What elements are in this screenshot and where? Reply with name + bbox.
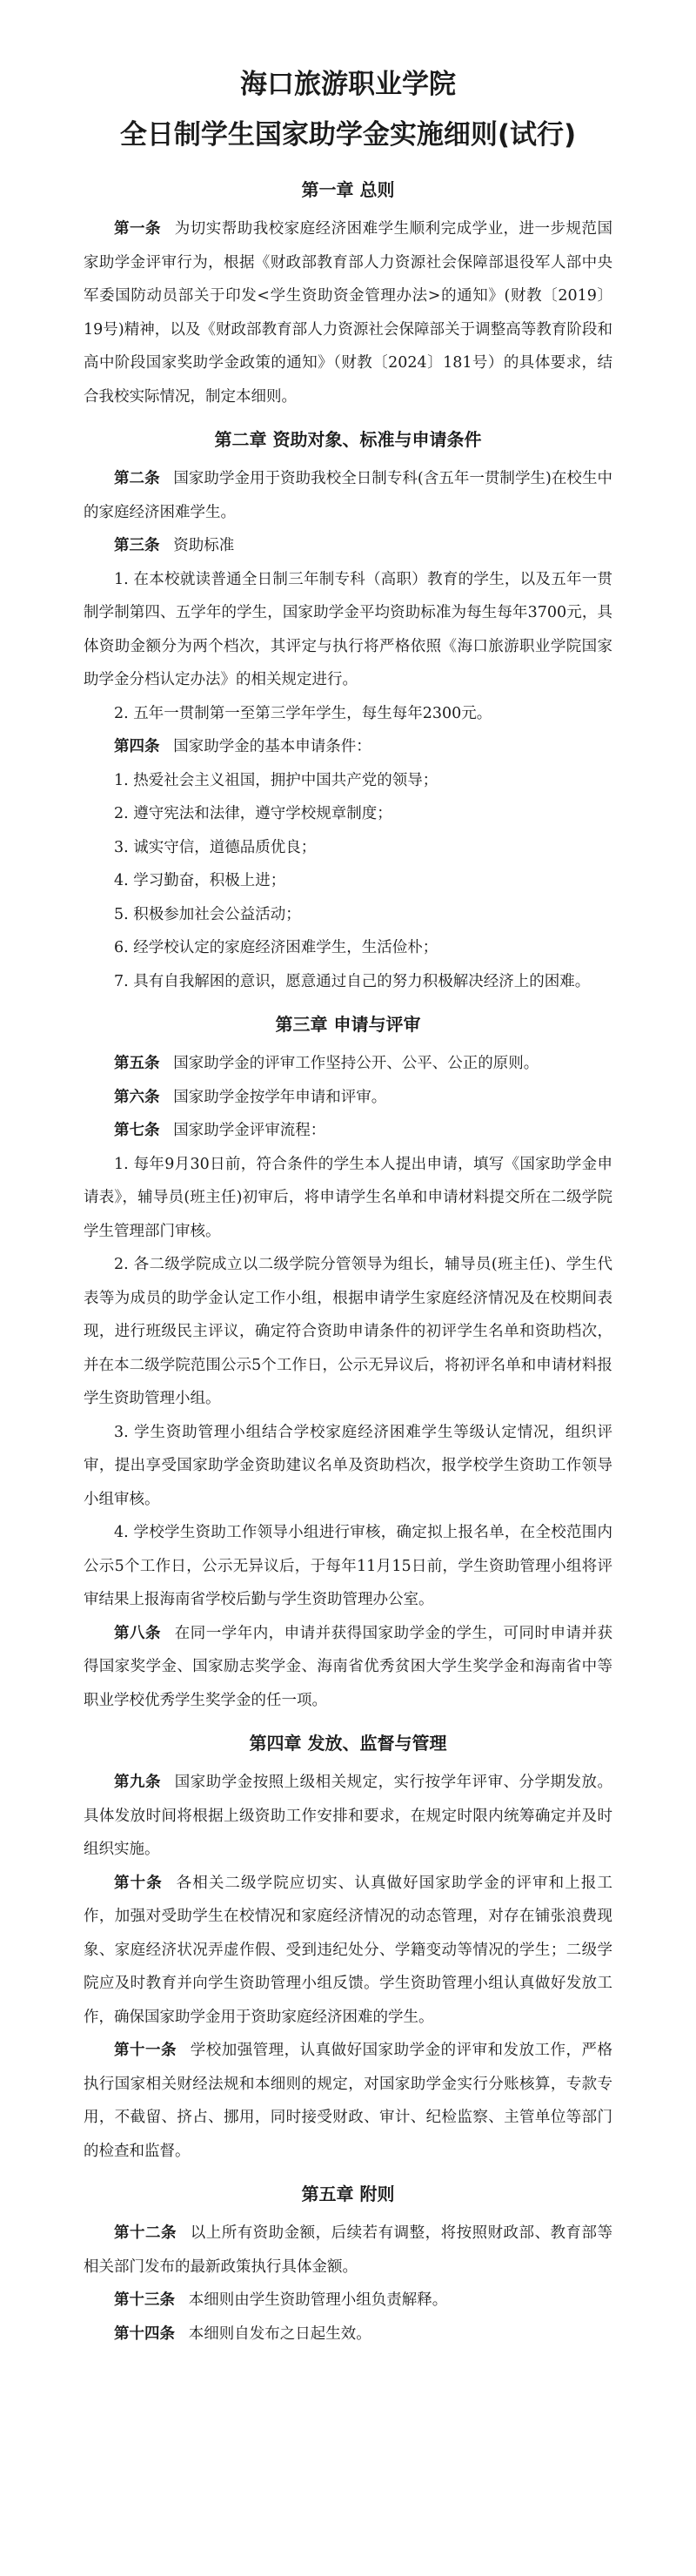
article-number: 第十四条: [114, 2324, 175, 2343]
article-number: 第五条: [114, 1055, 160, 1072]
article-text: 本细则自发布之日起生效。: [188, 2324, 371, 2343]
chapter-heading: 第五章 附则: [301, 2184, 395, 2204]
article-text: 1. 在本校就读普通全日制三年制专科（高职）教育的学生，以及五年一贯制学制第四、五学年的学生，国家助学金平均资助标准为每生每年3700元，具体资助金额分为两个档次，其评定与执行将严格依照《海口旅游职业学院国家助学金分档认定办法》的相关规定进行。: [84, 570, 612, 688]
list-item: [84, 965, 612, 999]
article-number: 第十一条: [114, 2042, 177, 2059]
list-item: [84, 1248, 612, 1416]
chapter-heading: 第二章 资助对象、标准与申请条件: [214, 429, 482, 450]
article-paragraph: [84, 529, 612, 563]
document-title-line1: 海口旅游职业学院: [240, 69, 456, 100]
list-item: [84, 1416, 612, 1517]
list-item: [84, 831, 612, 865]
article-paragraph: [84, 1766, 612, 1867]
article-paragraph: [84, 1114, 612, 1148]
list-item: [84, 931, 612, 965]
article-text: 1. 每年9月30日前，符合条件的学生本人提出申请，填写《国家助学金申请表》，辅导员(班主任)初审后，将申请学生名单和申请材料提交所在二级学院学生管理部门审核。: [84, 1155, 612, 1240]
document-title-line2: 全日制学生国家助学金实施细则(试行): [119, 119, 577, 151]
article-paragraph: [84, 1617, 612, 1718]
article-paragraph: [84, 1867, 612, 2035]
list-item: [84, 864, 612, 898]
article-number: 第三条: [114, 537, 160, 554]
article-text: 4. 学校学生资助工作领导小组进行审核，确定拟上报名单，在全校范围内公示5个工作日，公示无异议后，于每年11月15日前，学生资助管理小组将评审结果上报海南省学校后勤与学生资助管理办公室。: [84, 1524, 612, 1608]
article-text: 3. 学生资助管理小组结合学校家庭经济困难学生等级认定情况，组织评审，提出享受国家助学金资助建议名单及资助档次，报学校学生资助工作领导小组审核。: [84, 1423, 612, 1508]
article-paragraph: [84, 1081, 612, 1115]
article-text: 1. 热爱社会主义祖国，拥护中国共产党的领导；: [114, 771, 438, 789]
article-text: 国家助学金评审流程：: [173, 1122, 326, 1139]
list-item: [84, 898, 612, 932]
article-number: 第十条: [114, 1874, 163, 1892]
article-text: 为切实帮助我校家庭经济困难学生顺利完成学业，进一步规范国家助学金评审行为，根据《财政部教育部人力资源社会保障部退役军人部中央军委国防动员部关于印发<学生资助资金管理办法>的通知》(财教〔2019〕19号)精神，以及《财政部教育部人力资源社会保障部关于调整高等教育阶段和高中阶段国家奖助学金政策的通知》（财教〔2024〕181号）的具体要求，结合我校实际情况，制定本细则。: [84, 220, 613, 406]
article-text: 国家助学金按学年申请和评审。: [173, 1088, 387, 1106]
article-text: 国家助学金按照上级相关规定，实行按学年评审、分学期发放。具体发放时间将根据上级资助工作安排和要求，在规定时限内统筹确定并及时组织实施。: [84, 1774, 613, 1858]
article-text: 本细则由学生资助管理小组负责解释。: [188, 2291, 448, 2309]
article-text: 2. 五年一贯制第一至第三学年学生，每生每年2300元。: [114, 704, 492, 722]
article-text: 国家助学金用于资助我校全日制专科(含五年一贯制学生)在校生中的家庭经济困难学生。: [84, 470, 613, 521]
list-item: [84, 797, 612, 831]
article-paragraph: [84, 730, 612, 764]
article-text: 国家助学金的评审工作坚持公开、公平、公正的原则。: [173, 1055, 539, 1072]
article-number: 第二条: [114, 470, 160, 487]
chapter-heading: 第一章 总则: [301, 179, 395, 200]
article-text: 7. 具有自我解困的意识，愿意通过自己的努力积极解决经济上的困难。: [114, 972, 591, 990]
list-item: [84, 697, 612, 731]
article-text: 各相关二级学院应切实、认真做好国家助学金的评审和上报工作，加强对受助学生在校情况和家庭经济情况的动态管理，对存在铺张浪费现象、家庭经济状况弄虚作假、受到违纪处分、学籍变动等情况的学生；二级学院应及时教育并向学生资助管理小组反馈。学生资助管理小组认真做好发放工作，确保国家助学金用于资助家庭经济困难的学生。: [84, 1874, 613, 2026]
article-paragraph: [84, 1047, 612, 1081]
chapter-heading: 第四章 发放、监督与管理: [249, 1733, 447, 1754]
article-text: 2. 遵守宪法和法律，遵守学校规章制度；: [114, 805, 392, 822]
list-item: [84, 1148, 612, 1249]
article-number: 第七条: [114, 1122, 160, 1139]
article-number: 第八条: [114, 1624, 161, 1642]
article-number: 第十三条: [114, 2291, 175, 2309]
article-paragraph: [84, 2217, 612, 2284]
article-number: 第一条: [114, 220, 161, 238]
article-text: 4. 学习勤奋，积极上进；: [114, 872, 286, 889]
article-text: 5. 积极参加社会公益活动；: [114, 905, 301, 923]
article-text: 2. 各二级学院成立以二级学院分管领导为组长，辅导员(班主任)、学生代表等为成员的助学金认定工作小组，根据申请学生家庭经济情况及在校期间表现，进行班级民主评议，确定符合资助申请条件的初评学生名单和资助档次，并在本二级学院范围公示5个工作日，公示无异议后，将初评名单和申请材料报学生资助管理小组。: [84, 1256, 612, 1407]
article-paragraph: [84, 212, 612, 413]
article-text: 在同一学年内，申请并获得国家助学金的学生，可同时申请并获得国家奖学金、国家励志奖学金、海南省优秀贫困大学生奖学金和海南省中等职业学校优秀学生奖学金的任一项。: [84, 1624, 613, 1709]
article-text: 6. 经学校认定的家庭经济困难学生，生活俭朴；: [114, 939, 438, 956]
article-paragraph: [84, 2284, 612, 2318]
article-text: 以上所有资助金额，后续若有调整，将按照财政部、教育部等相关部门发布的最新政策执行具体金额。: [84, 2224, 613, 2276]
article-number: 第九条: [114, 1774, 161, 1791]
article-paragraph: [84, 2034, 612, 2168]
article-paragraph: [84, 462, 612, 529]
article-text: 3. 诚实守信，道德品质优良；: [114, 838, 317, 856]
article-text: 国家助学金的基本申请条件：: [173, 738, 371, 755]
article-text: 资助标准: [173, 537, 235, 554]
article-number: 第十二条: [114, 2224, 177, 2242]
article-number: 第四条: [114, 738, 160, 755]
list-item: [84, 764, 612, 798]
list-item: [84, 563, 612, 697]
article-text: 学校加强管理，认真做好国家助学金的评审和发放工作，严格执行国家相关财经法规和本细则的规定，对国家助学金实行分账核算，专款专用，不截留、挤占、挪用，同时接受财政、审计、纪检监察、主管单位等部门的检查和监督。: [84, 2042, 613, 2160]
list-item: [84, 1516, 612, 1617]
article-number: 第六条: [114, 1088, 160, 1106]
document-body: [84, 172, 612, 2351]
article-paragraph: [84, 2318, 612, 2351]
chapter-heading: 第三章 申请与评审: [275, 1014, 421, 1035]
